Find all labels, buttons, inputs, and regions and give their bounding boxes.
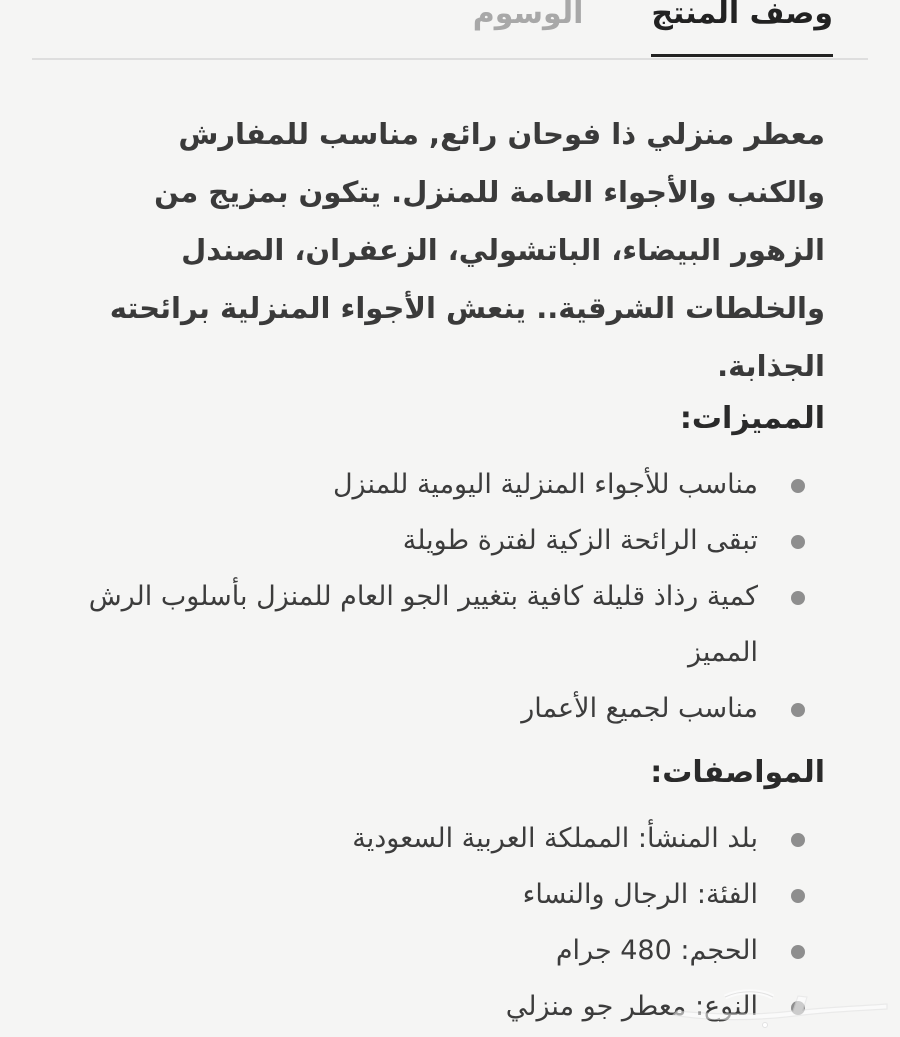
product-description-content — [88, 105, 825, 1035]
feature-text: مناسب للأجواء المنزلية اليومية للمنزل — [332, 469, 758, 500]
bullet-dot-icon — [791, 479, 805, 493]
tab-tags[interactable]: الوسوم — [472, 0, 584, 31]
list-item — [88, 513, 825, 569]
list-item — [88, 811, 825, 867]
specifications-heading: المواصفات: — [650, 755, 825, 790]
spec-text: النوع: معطر جو منزلي — [505, 991, 758, 1022]
list-item — [88, 569, 825, 681]
bullet-dot-icon — [791, 703, 805, 717]
list-item — [88, 681, 825, 737]
bullet-dot-icon — [791, 591, 805, 605]
feature-text: كمية رذاذ قليلة كافية بتغيير الجو العام للمنزل بأسلوب الرش المميز — [88, 581, 758, 668]
list-item — [88, 923, 825, 979]
features-heading: المميزات: — [679, 401, 825, 436]
list-item — [88, 867, 825, 923]
list-item — [88, 457, 825, 513]
bullet-dot-icon — [791, 889, 805, 903]
feature-text: مناسب لجميع الأعمار — [521, 693, 758, 724]
spec-text: الفئة: الرجال والنساء — [522, 879, 758, 910]
product-tabs — [32, 0, 868, 60]
bullet-dot-icon — [791, 833, 805, 847]
haraj-logo-icon — [665, 985, 895, 1030]
feature-text: تبقى الرائحة الزكية لفترة طويلة — [402, 525, 758, 556]
tab-product-description[interactable]: وصف المنتج — [651, 0, 833, 57]
spec-text: بلد المنشأ: المملكة العربية السعودية — [352, 823, 758, 854]
features-list — [88, 457, 825, 737]
spec-text: الحجم: 480 جرام — [555, 935, 758, 966]
bullet-dot-icon — [791, 535, 805, 549]
product-intro-text: معطر منزلي ذا فوحان رائع, مناسب للمفارش والكنب والأجواء العامة للمنزل. يتكون بمزيج من الزهور البيضاء، الباتشولي، الزعفران، الصندل والخلطات الشرقية.. ينعش الأجواء المنزلية برائحته الجذابة. — [109, 117, 825, 383]
bullet-dot-icon — [791, 945, 805, 959]
